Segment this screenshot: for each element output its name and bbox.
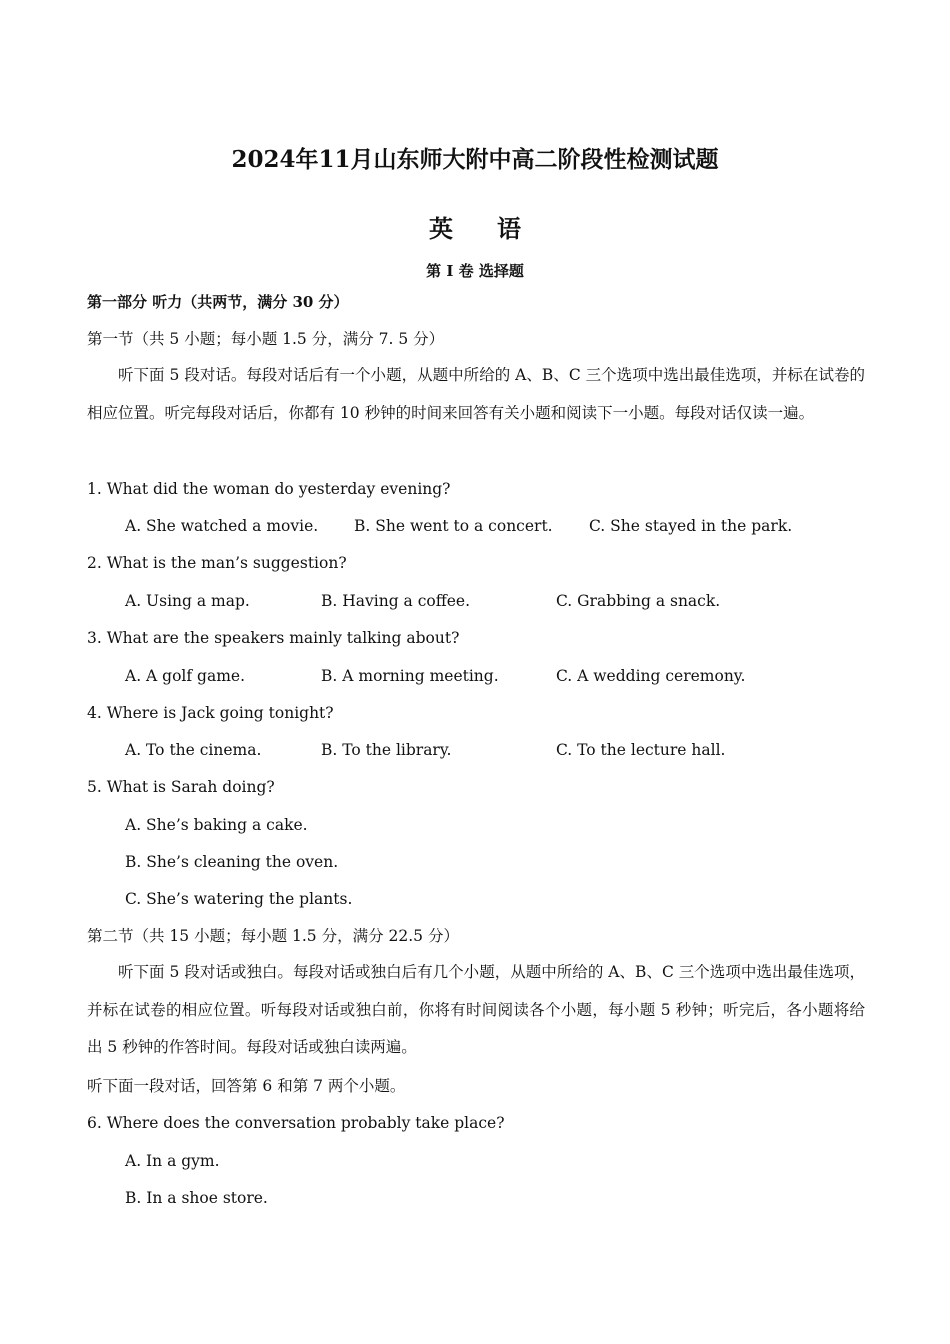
question-3-option-a: A. A golf game.	[125, 667, 246, 685]
section2-heading: 第二节（共 15 小题；每小题 1.5 分，满分 22.5 分）	[87, 927, 459, 945]
question-2-option-b: B. Having a coffee.	[321, 592, 471, 610]
question-5-option-b: B. She’s cleaning the oven.	[125, 853, 339, 871]
question-1-option-c: C. She stayed in the park.	[589, 517, 793, 535]
section1-heading: 第一节（共 5 小题；每小题 1.5 分，满分 7. 5 分）	[87, 330, 445, 348]
question-1-option-a: A. She watched a movie.	[125, 517, 319, 535]
question-5-stem: 5. What is Sarah doing?	[87, 778, 275, 796]
question-3-option-b: B. A morning meeting.	[321, 667, 499, 685]
question-2-stem: 2. What is the man’s suggestion?	[87, 554, 347, 572]
question-3-option-c: C. A wedding ceremony.	[556, 667, 746, 685]
part1-heading: 第一部分 听力（共两节，满分 30 分）	[87, 293, 349, 311]
question-1-option-b: B. She went to a concert.	[354, 517, 553, 535]
question-4-stem: 4. Where is Jack going tonight?	[87, 704, 334, 722]
question-2-option-a: A. Using a map.	[125, 592, 250, 610]
section1-instructions: 听下面 5 段对话。每段对话后有一个小题，从题中所给的 A、B、C 三个选项中选出最佳选项，并标在试卷的相应位置。听完每段对话后，你都有 10 秒钟的时间来回答有关小题和阅读下一小题。每段对话仅读一遍。	[87, 366, 865, 422]
volume-heading: 第 I 卷 选择题	[426, 262, 524, 280]
question-6-stem: 6. Where does the conversation probably take place?	[87, 1114, 505, 1132]
question-4-option-b: B. To the library.	[321, 741, 452, 759]
exam-title: 2024年11月山东师大附中高二阶段性检测试题	[231, 146, 719, 173]
question-2-option-c: C. Grabbing a snack.	[556, 592, 721, 610]
question-4-option-a: A. To the cinema.	[125, 741, 262, 759]
section2-instructions: 听下面 5 段对话或独白。每段对话或独白后有几个小题，从题中所给的 A、B、C 三个选项中选出最佳选项，并标在试卷的相应位置。听每段对话或独白前，你将有时间阅读各个小题，每小题 5 秒钟；听完后，各小题将给出 5 秒钟的作答时间。每段对话或独白读两遍。	[87, 963, 865, 1056]
subject-char-1: 英	[429, 214, 453, 243]
question-6-option-b: B. In a shoe store.	[125, 1189, 268, 1207]
question-4-option-c: C. To the lecture hall.	[556, 741, 726, 759]
question-5-option-c: C. She’s watering the plants.	[125, 890, 353, 908]
group-intro: 听下面一段对话，回答第 6 和第 7 两个小题。	[87, 1077, 406, 1095]
question-3-stem: 3. What are the speakers mainly talking about?	[87, 629, 460, 647]
subject-char-2: 语	[497, 214, 521, 243]
question-1-stem: 1. What did the woman do yesterday evening?	[87, 480, 451, 498]
subject-title	[0, 214, 950, 244]
question-6-option-a: A. In a gym.	[125, 1152, 220, 1170]
question-5-option-a: A. She’s baking a cake.	[125, 816, 308, 834]
